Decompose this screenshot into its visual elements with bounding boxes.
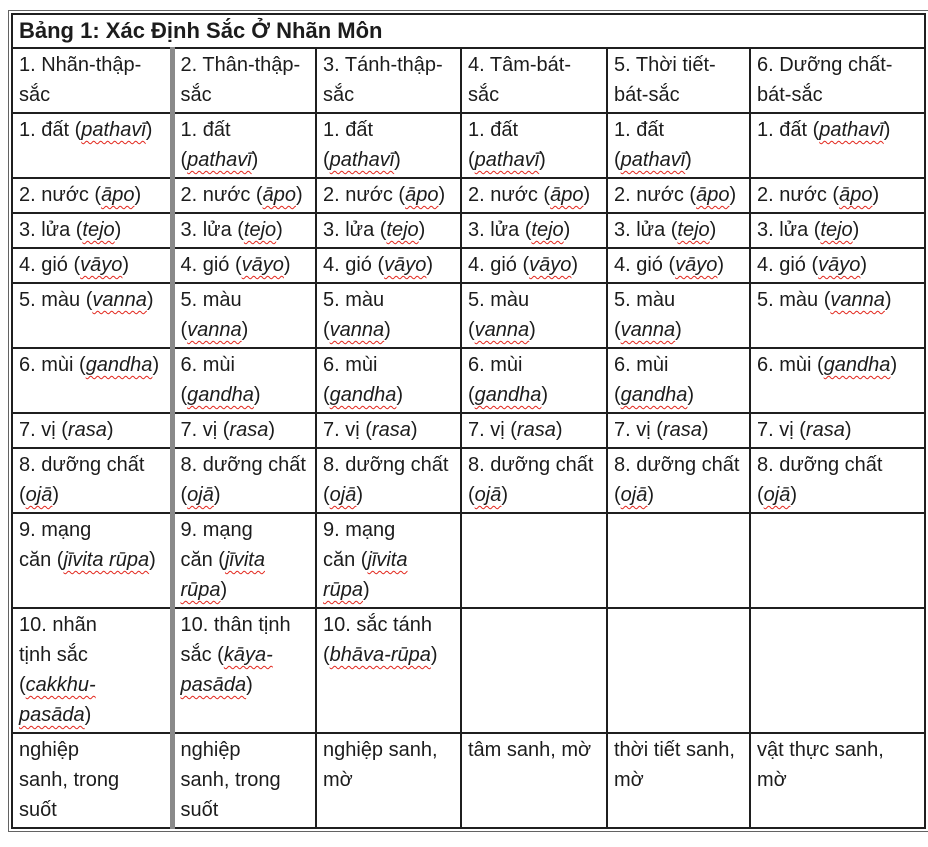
table-cell: nghiệp sanh, trong suốt — [172, 733, 316, 828]
table-cell — [607, 608, 750, 733]
table-cell: 4. gió (vāyo) — [12, 248, 172, 283]
table-cell: 2. nước (āpo) — [461, 178, 607, 213]
pali-term: ojā — [329, 484, 357, 506]
table-cell: 1. đất (pathavī) — [12, 113, 172, 178]
table-row — [12, 513, 925, 608]
table-cell: thời tiết sanh, mờ — [607, 733, 750, 828]
pali-term: āpo — [839, 184, 873, 206]
table-cell: 5. màu (vanna) — [607, 283, 750, 348]
pali-term: vanna — [474, 319, 530, 341]
pali-term: jīvita rūpa — [63, 549, 150, 571]
table-cell: 2. nước (āpo) — [172, 178, 316, 213]
table-cell — [461, 513, 607, 608]
table-cell: 9. mạng căn (jīvita rūpa) — [172, 513, 316, 608]
table-row — [12, 733, 925, 828]
table-cell: 5. màu (vanna) — [172, 283, 316, 348]
pali-term: vāyo — [818, 254, 861, 276]
table-cell: 4. gió (vāyo) — [750, 248, 925, 283]
table-cell: 10. sắc tánh (bhāva-rūpa) — [316, 608, 461, 733]
pali-term: jīvita — [224, 549, 265, 571]
pali-term: pasāda — [180, 674, 247, 696]
pali-term: pasāda — [19, 704, 85, 726]
pali-term: tejo — [677, 219, 710, 241]
title-row — [12, 14, 925, 48]
pali-term: vanna — [620, 319, 676, 341]
pali-term: tejo — [820, 219, 853, 241]
pali-term: ojā — [25, 484, 53, 506]
rupa-table — [11, 13, 926, 829]
table-cell: 7. vị (rasa) — [461, 413, 607, 448]
header-row — [12, 48, 925, 113]
table-cell: 4. gió (vāyo) — [316, 248, 461, 283]
table-cell: 3. lửa (tejo) — [461, 213, 607, 248]
table-row — [12, 448, 925, 513]
pali-term: bhāva-rūpa — [329, 644, 431, 666]
pali-term: vāyo — [529, 254, 572, 276]
column-header: 4. Tâm-bát- sắc — [461, 48, 607, 113]
pali-term: rasa — [662, 419, 702, 441]
table-row — [12, 213, 925, 248]
table-cell: 5. màu (vanna) — [461, 283, 607, 348]
table-cell: 8. dưỡng chất (ojā) — [607, 448, 750, 513]
pali-term: rasa — [371, 419, 411, 441]
table-cell: 3. lửa (tejo) — [12, 213, 172, 248]
table-cell: 2. nước (āpo) — [750, 178, 925, 213]
table-cell: 5. màu (vanna) — [316, 283, 461, 348]
pali-term: pathavī — [474, 149, 540, 171]
pali-term: pathavī — [620, 149, 686, 171]
table-row — [12, 608, 925, 733]
rupa-table-body — [12, 14, 925, 828]
pali-term: āpo — [550, 184, 584, 206]
table-cell: 2. nước (āpo) — [12, 178, 172, 213]
table-cell: 9. mạng căn (jīvita rūpa) — [12, 513, 172, 608]
table-cell: 1. đất (pathavī) — [172, 113, 316, 178]
table-cell: 2. nước (āpo) — [607, 178, 750, 213]
column-header: 3. Tánh-thập- sắc — [316, 48, 461, 113]
table-cell: 10. thân tịnh sắc (kāya- pasāda) — [172, 608, 316, 733]
pali-term: vanna — [187, 319, 242, 341]
table-cell: 1. đất (pathavī) — [607, 113, 750, 178]
pali-term: vāyo — [675, 254, 718, 276]
pali-term: tejo — [386, 219, 419, 241]
table-cell: 4. gió (vāyo) — [461, 248, 607, 283]
table-cell: 6. mùi (gandha) — [750, 348, 925, 413]
column-header: 1. Nhãn-thập- sắc — [12, 48, 172, 113]
table-cell: 7. vị (rasa) — [12, 413, 172, 448]
table-cell: 7. vị (rasa) — [750, 413, 925, 448]
table-cell: 7. vị (rasa) — [172, 413, 316, 448]
table-cell: tâm sanh, mờ — [461, 733, 607, 828]
table-row — [12, 413, 925, 448]
table-cell: 8. dưỡng chất (ojā) — [316, 448, 461, 513]
pali-term: rasa — [516, 419, 556, 441]
table-cell: 3. lửa (tejo) — [316, 213, 461, 248]
table-cell: 3. lửa (tejo) — [607, 213, 750, 248]
table-row — [12, 348, 925, 413]
column-header: 2. Thân-thập- sắc — [172, 48, 316, 113]
table-cell: 3. lửa (tejo) — [750, 213, 925, 248]
pali-term: jīvita — [367, 549, 408, 571]
pali-term: āpo — [696, 184, 730, 206]
pali-term: gandha — [620, 384, 688, 406]
table-row — [12, 113, 925, 178]
pali-term: cakkhu- — [25, 674, 96, 696]
table-cell: 1. đất (pathavī) — [316, 113, 461, 178]
pali-term: ojā — [763, 484, 791, 506]
table-cell: 6. mùi (gandha) — [12, 348, 172, 413]
table-cell: 8. dưỡng chất (ojā) — [461, 448, 607, 513]
table-cell: 7. vị (rasa) — [607, 413, 750, 448]
pali-term: tejo — [82, 219, 115, 241]
pali-term: gandha — [85, 354, 153, 376]
pali-term: āpo — [405, 184, 439, 206]
table-cell: 3. lửa (tejo) — [172, 213, 316, 248]
table-cell: 4. gió (vāyo) — [172, 248, 316, 283]
table-cell — [461, 608, 607, 733]
pali-term: pathavī — [819, 119, 884, 141]
table-title: Bảng 1: Xác Định Sắc Ở Nhãn Môn — [12, 14, 925, 48]
pali-term: vāyo — [80, 254, 123, 276]
table-cell: 7. vị (rasa) — [316, 413, 461, 448]
pali-term: vāyo — [241, 254, 284, 276]
pali-term: pathavī — [81, 119, 146, 141]
table-cell: 1. đất (pathavī) — [461, 113, 607, 178]
table-row — [12, 283, 925, 348]
pali-term: gandha — [474, 384, 542, 406]
pali-term: vanna — [92, 289, 147, 311]
pali-term: ojā — [187, 484, 214, 506]
table-cell — [750, 513, 925, 608]
table-cell: 4. gió (vāyo) — [607, 248, 750, 283]
pali-term: ojā — [620, 484, 648, 506]
table-cell — [750, 608, 925, 733]
table-cell — [607, 513, 750, 608]
pali-term: gandha — [187, 384, 254, 406]
table-cell: 2. nước (āpo) — [316, 178, 461, 213]
column-header: 6. Dưỡng chất- bát-sắc — [750, 48, 925, 113]
pali-term: vāyo — [384, 254, 427, 276]
pali-term: vanna — [329, 319, 385, 341]
table-cell: 8. dưỡng chất (ojā) — [750, 448, 925, 513]
pali-term: āpo — [262, 184, 296, 206]
table-cell: 6. mùi (gandha) — [461, 348, 607, 413]
pali-term: gandha — [329, 384, 397, 406]
pali-term: rūpa — [323, 579, 364, 601]
table-cell: 10. nhãn tịnh sắc (cakkhu- pasāda) — [12, 608, 172, 733]
table-cell: 6. mùi (gandha) — [316, 348, 461, 413]
rupa-determination-table — [8, 10, 928, 832]
table-cell: 1. đất (pathavī) — [750, 113, 925, 178]
pali-term: gandha — [823, 354, 891, 376]
table-cell: nghiệp sanh, trong suốt — [12, 733, 172, 828]
table-cell: vật thực sanh, mờ — [750, 733, 925, 828]
table-cell: 6. mùi (gandha) — [607, 348, 750, 413]
pali-term: rasa — [805, 419, 845, 441]
table-cell: nghiệp sanh, mờ — [316, 733, 461, 828]
pali-term: vanna — [830, 289, 885, 311]
table-row — [12, 178, 925, 213]
pali-term: pathavī — [187, 149, 252, 171]
pali-term: tejo — [243, 219, 277, 241]
table-row — [12, 248, 925, 283]
pali-term: āpo — [101, 184, 135, 206]
table-cell: 6. mùi (gandha) — [172, 348, 316, 413]
table-cell: 5. màu (vanna) — [12, 283, 172, 348]
pali-term: pathavī — [329, 149, 395, 171]
column-header: 5. Thời tiết- bát-sắc — [607, 48, 750, 113]
pali-term: kāya- — [223, 644, 273, 666]
pali-term: ojā — [474, 484, 502, 506]
table-cell: 8. dưỡng chất (ojā) — [12, 448, 172, 513]
table-cell: 8. dưỡng chất (ojā) — [172, 448, 316, 513]
table-cell: 9. mạng căn (jīvita rūpa) — [316, 513, 461, 608]
pali-term: rūpa — [180, 579, 221, 601]
table-cell: 5. màu (vanna) — [750, 283, 925, 348]
pali-term: tejo — [531, 219, 564, 241]
pali-term: rasa — [67, 419, 107, 441]
pali-term: rasa — [229, 419, 269, 441]
